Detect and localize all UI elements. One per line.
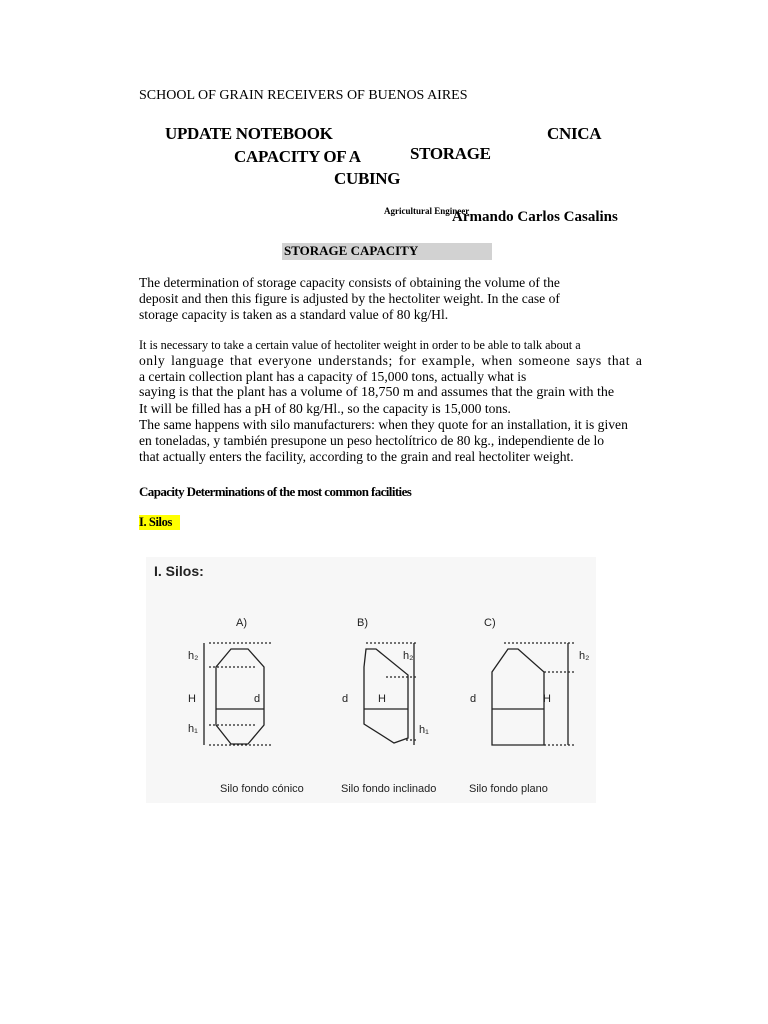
caption-inclined-bottom: Silo fondo inclinado [341, 783, 437, 795]
capacity-determinations-heading: Capacity Determinations of the most common facilities [139, 484, 412, 499]
label-c-H: H [543, 693, 551, 705]
paragraph-explanation [139, 337, 643, 465]
text-line: saying is that the plant has a volume of 18,750 m and assumes that the grain with the [139, 385, 615, 400]
label-b-d: d [342, 693, 349, 705]
school-name: SCHOOL OF GRAIN RECEIVERS OF BUENOS AIRES [139, 88, 468, 103]
label-b-H: H [378, 693, 386, 705]
silo-b-outline [364, 649, 408, 743]
text-line: deposit and then this figure is adjusted by the hectoliter weight. In the case of [139, 291, 560, 306]
text-line: The same happens with silo manufacturers: when they quote for an installation, it is given [139, 417, 628, 432]
title-update-notebook: UPDATE NOTEBOOK [165, 124, 333, 143]
silo-diagram-figure [146, 557, 596, 803]
label-a-h2: h₂ [188, 650, 199, 662]
title-cubing: CUBING [334, 169, 401, 188]
label-b-h2: h₂ [403, 650, 414, 662]
label-b: B) [357, 617, 368, 629]
paragraph-intro [139, 275, 634, 323]
title-capacity: CAPACITY OF A [234, 147, 361, 166]
label-c-h2: h₂ [579, 650, 590, 662]
text-line: It is necessary to take a certain value of hectoliter weight in order to be able to talk about a [139, 338, 581, 352]
label-a-d: d [254, 693, 261, 705]
text-line: It will be filled has a pH of 80 kg/Hl., so the capacity is 15,000 tons. [139, 401, 511, 416]
label-b-h1: h₁ [419, 724, 429, 736]
figure-title: I. Silos: [154, 563, 204, 579]
section-title: STORAGE CAPACITY [284, 243, 419, 258]
label-c-d: d [470, 693, 477, 705]
label-a: A) [236, 617, 247, 629]
text-line: a certain collection plant has a capacity of 15,000 tons, actually what is [139, 369, 527, 384]
text-line: only language that everyone understands; for example, when someone says that a [139, 353, 643, 368]
text-line: that actually enters the facility, according to the grain and real hectoliter weight. [139, 449, 574, 464]
silo-diagrams [146, 557, 596, 803]
label-c: C) [484, 617, 496, 629]
text-line: storage capacity is taken as a standard value of 80 kg/Hl. [139, 307, 449, 322]
silos-heading: I. Silos [139, 515, 180, 530]
silo-c-outline [492, 649, 544, 745]
title-cnica: CNICA [547, 124, 602, 143]
author-role: Agricultural Engineer [384, 206, 470, 216]
title-storage: STORAGE [410, 144, 491, 163]
caption-flat-bottom: Silo fondo plano [469, 783, 548, 795]
text-line: The determination of storage capacity consists of obtaining the volume of the [139, 275, 560, 290]
label-a-H: H [188, 693, 196, 705]
caption-conical-bottom: Silo fondo cónico [220, 783, 304, 795]
text-line: en toneladas, y también presupone un peso hectolítrico de 80 kg., independiente de lo [139, 433, 605, 448]
author-name: Armando Carlos Casalins [452, 209, 618, 225]
label-a-h1: h₁ [188, 723, 198, 735]
